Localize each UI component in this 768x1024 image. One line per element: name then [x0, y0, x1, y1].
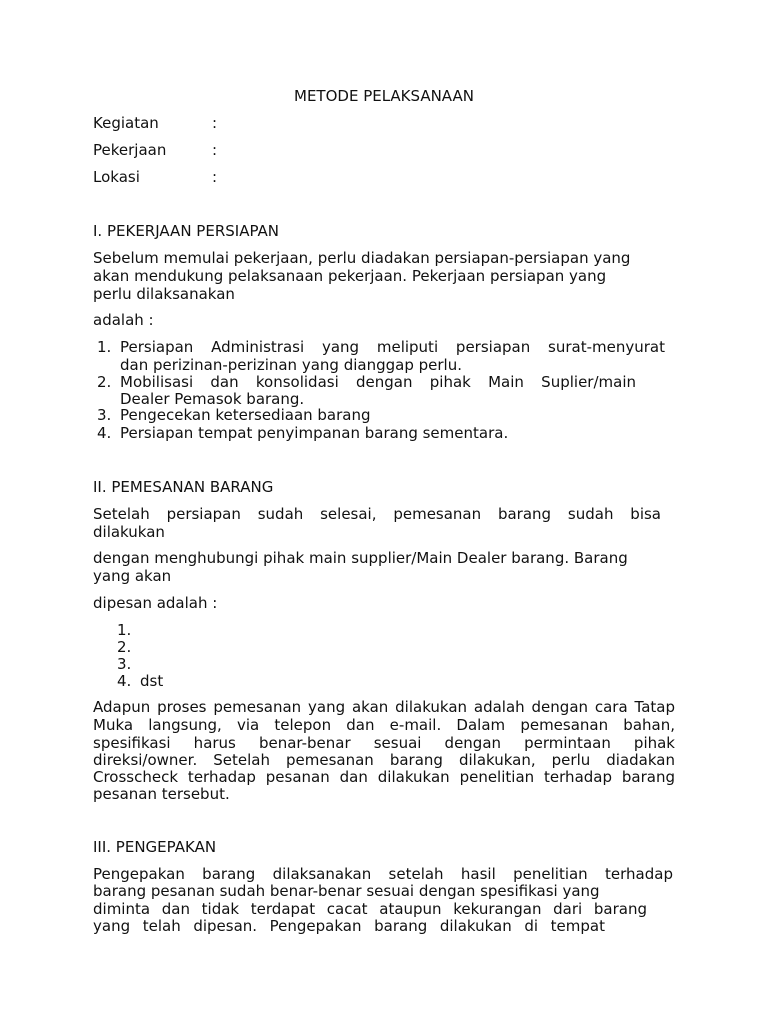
- paragraph-line: Setelah persiapan sudah selesai, pemesanan barang sudah bisa: [93, 505, 661, 523]
- list-item-line: Pengecekan ketersediaan barang: [120, 406, 371, 424]
- paragraph-line: Pengepakan barang dilaksanakan setelah hasil penelitian terhadap: [93, 865, 673, 883]
- list-item-line: Persiapan Administrasi yang meliputi persiapan surat-menyurat: [120, 338, 665, 356]
- list-item-line: dst: [140, 672, 164, 690]
- field-label-kegiatan: Kegiatan: [93, 114, 159, 132]
- list-number: 1.: [117, 621, 132, 639]
- list-number: 4.: [97, 424, 112, 442]
- field-colon-lokasi: :: [212, 168, 218, 186]
- paragraph-line: direksi/owner. Setelah pemesanan barang dilakukan, perlu diadakan: [93, 751, 675, 769]
- paragraph-line: akan mendukung pelaksanaan pekerjaan. Pekerjaan persiapan yang: [93, 267, 607, 285]
- paragraph-line: dengan menghubungi pihak main supplier/Main Dealer barang. Barang: [93, 549, 628, 567]
- list-number: 3.: [117, 655, 132, 673]
- field-label-lokasi: Lokasi: [93, 168, 140, 186]
- paragraph-line: dipesan adalah :: [93, 594, 218, 612]
- list-item-line: Dealer Pemasok barang.: [120, 390, 305, 408]
- field-label-pekerjaan: Pekerjaan: [93, 141, 167, 159]
- field-colon-kegiatan: :: [212, 114, 218, 132]
- list-item-line: Persiapan tempat penyimpanan barang sementara.: [120, 424, 509, 442]
- paragraph-line: pesanan tersebut.: [93, 785, 230, 803]
- list-number: 4.: [117, 672, 132, 690]
- paragraph-line: Adapun proses pemesanan yang akan dilakukan adalah dengan cara Tatap: [93, 698, 675, 716]
- list-number: 2.: [117, 638, 132, 656]
- paragraph-line: Sebelum memulai pekerjaan, perlu diadakan persiapan-persiapan yang: [93, 249, 631, 267]
- paragraph-line: adalah :: [93, 311, 154, 329]
- paragraph-line: Muka langsung, via telepon dan e-mail. Dalam pemesanan bahan,: [93, 716, 675, 734]
- list-item-line: Mobilisasi dan konsolidasi dengan pihak Main Suplier/main: [120, 373, 636, 391]
- paragraph-line: Crosscheck terhadap pesanan dan dilakukan penelitian terhadap barang: [93, 768, 675, 786]
- paragraph-line: spesifikasi harus benar-benar sesuai dengan permintaan pihak: [93, 734, 675, 752]
- list-number: 1.: [97, 338, 112, 356]
- paragraph-line: dilakukan: [93, 523, 165, 541]
- page-title: METODE PELAKSANAAN: [294, 87, 474, 105]
- section-heading-pemesanan: II. PEMESANAN BARANG: [93, 478, 274, 496]
- paragraph-line: barang pesanan sudah benar-benar sesuai dengan spesifikasi yang: [93, 882, 600, 900]
- paragraph-line: perlu dilaksanakan: [93, 285, 235, 303]
- list-number: 2.: [97, 373, 112, 391]
- paragraph-line: yang telah dipesan. Pengepakan barang dilakukan di tempat: [93, 917, 605, 935]
- paragraph-line: yang akan: [93, 567, 172, 585]
- paragraph-line: diminta dan tidak terdapat cacat ataupun kekurangan dari barang: [93, 900, 647, 918]
- list-number: 3.: [97, 406, 112, 424]
- list-item-line: dan perizinan-perizinan yang dianggap perlu.: [120, 356, 462, 374]
- field-colon-pekerjaan: :: [212, 141, 218, 159]
- section-heading-persiapan: I. PEKERJAAN PERSIAPAN: [93, 222, 280, 240]
- section-heading-pengepakan: III. PENGEPAKAN: [93, 838, 217, 856]
